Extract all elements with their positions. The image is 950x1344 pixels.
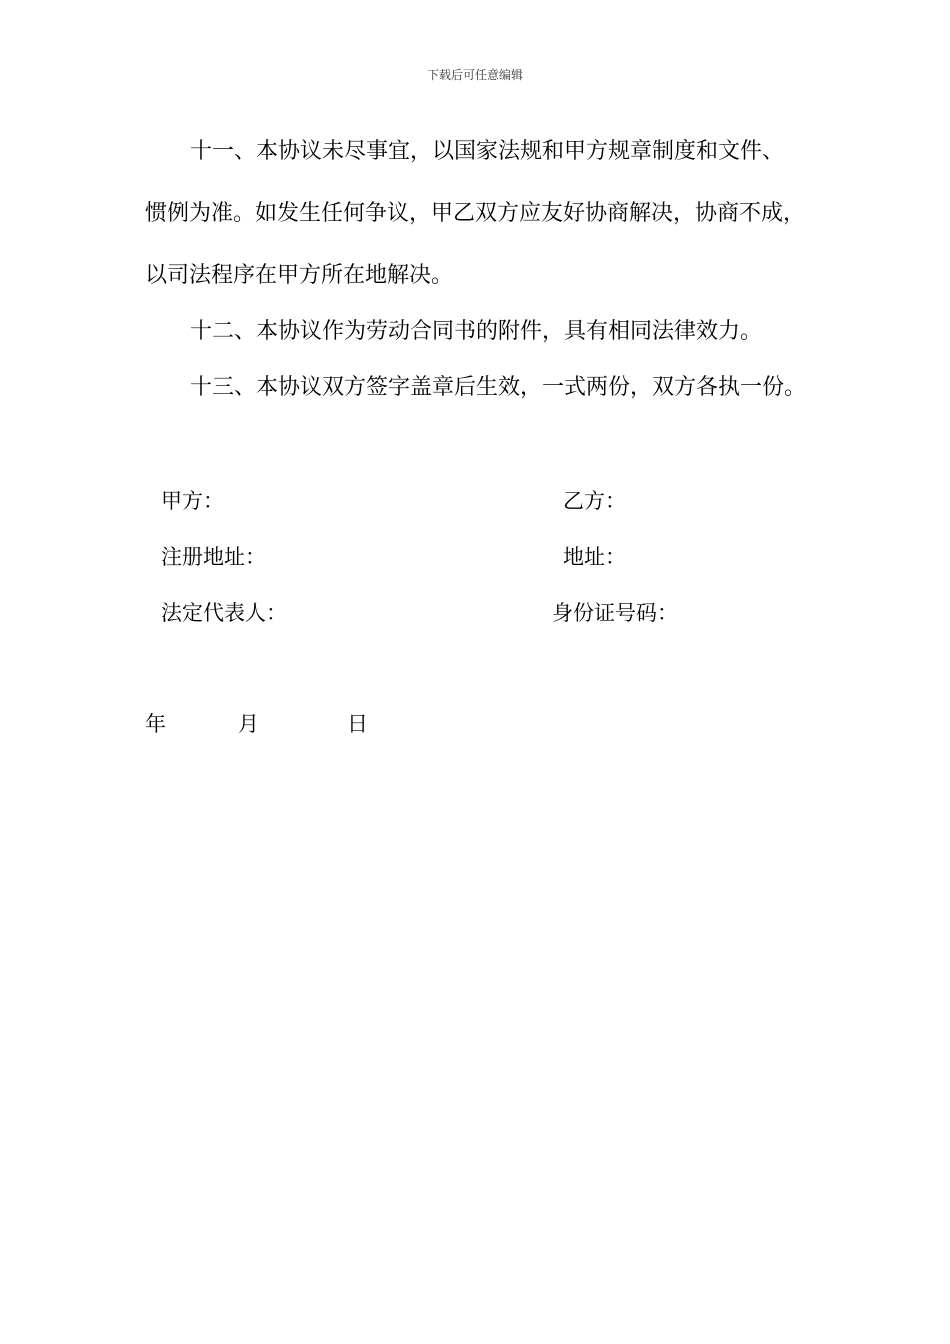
clause-13: 十三、本协议双方签字盖章后生效，一式两份，双方各执一份。 <box>190 375 807 400</box>
clause-11-line-1: 十一、本协议未尽事宜，以国家法规和甲方规章制度和文件、 <box>190 139 785 164</box>
clause-11-line-3: 以司法程序在甲方所在地解决。 <box>145 263 454 288</box>
clause-12: 十二、本协议作为劳动合同书的附件，具有相同法律效力。 <box>190 319 763 344</box>
date-year-label: 年 <box>145 712 166 736</box>
date-month-label: 月 <box>238 712 259 736</box>
party-a-label: 甲方： <box>161 489 224 513</box>
party-a-address-label: 注册地址： <box>161 545 266 569</box>
header-note: 下载后可任意编辑 <box>426 68 523 82</box>
party-a-representative-label: 法定代表人： <box>161 601 287 625</box>
clause-11-line-2: 惯例为准。如发生任何争议，甲乙双方应友好协商解决，协商不成， <box>145 201 806 226</box>
party-b-id-label: 身份证号码： <box>552 601 678 625</box>
date-day-label: 日 <box>347 712 368 736</box>
party-b-label: 乙方： <box>563 489 626 513</box>
party-b-address-label: 地址： <box>563 545 626 569</box>
